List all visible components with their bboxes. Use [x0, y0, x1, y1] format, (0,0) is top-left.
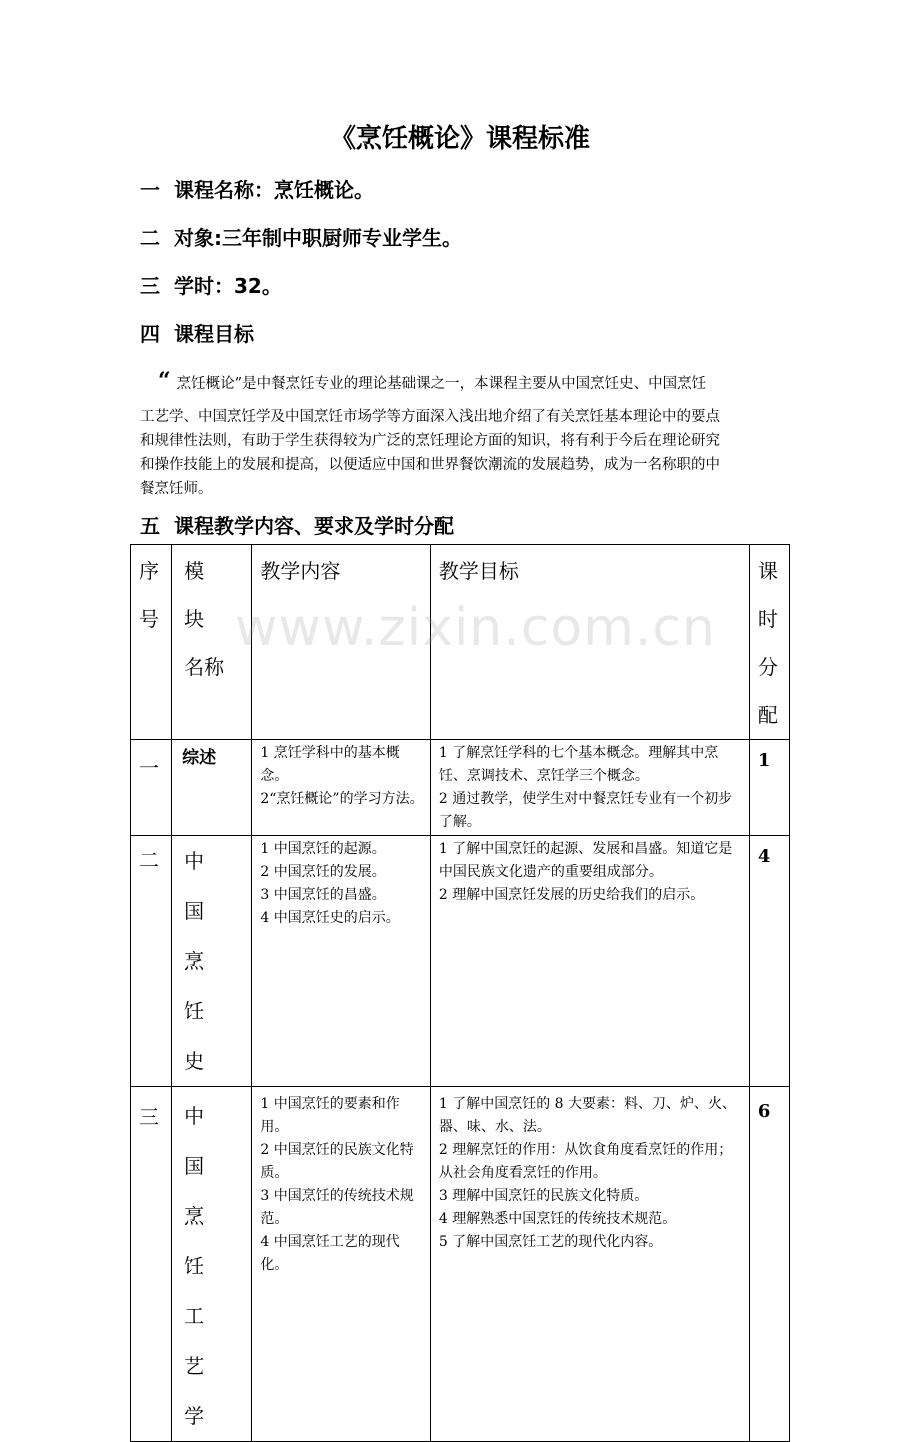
table-row — [131, 836, 790, 1087]
section-text: 对象:三年制中职厨师专业学生。 — [174, 226, 462, 250]
row-seq: 三 — [131, 1087, 172, 1442]
row-goal: 1 了解中国烹饪的起源、发展和昌盛。知道它是中国民族文化遗产的重要组成部分。 2 理解中国烹饪发展的历史给我们的启示。 — [430, 836, 749, 1087]
paragraph-line: 餐烹饪师。 — [140, 481, 213, 497]
table-row — [131, 1087, 790, 1442]
section-schedule — [140, 510, 454, 539]
header-seq: 序 号 — [131, 545, 172, 740]
row-module: 中 国 烹 饪 史 — [172, 836, 252, 1087]
section-number: 二 — [140, 226, 160, 250]
header-module: 模 块 名称 — [172, 545, 252, 740]
paragraph-line: 工艺学、中国烹饪学及中国烹饪市场学等方面深入浅出地介绍了有关烹饪基本理论中的要点 — [140, 409, 720, 425]
table-header-row — [131, 545, 790, 740]
document-title: 《烹饪概论》课程标准 — [329, 124, 590, 154]
section-number: 五 — [140, 514, 160, 538]
schedule-table — [130, 544, 790, 1442]
paragraph-line: 和操作技能上的发展和提高，以便适应中国和世界餐饮潮流的发展趋势，成为一名称职的中 — [140, 457, 720, 473]
section-goal — [140, 318, 254, 347]
header-goal: 教学目标 — [430, 545, 749, 740]
section-number: 三 — [140, 274, 160, 298]
row-goal: 1 了解中国烹饪的 8 大要素：料、刀、炉、火、器、味、水、法。 2 理解烹饪的作用：从饮食角度看烹饪的作用；从社会角度看烹饪的作用。 3 理解中国烹饪的民族文化特质。 4 理解熟悉中国烹饪的传统技术规范。 5 了解中国烹饪工艺的现代化内容。 — [430, 1087, 749, 1442]
open-quote: “ — [158, 368, 171, 394]
section-course-name — [140, 174, 374, 203]
row-content: 1 烹饪学科中的基本概念。 2“烹饪概论”的学习方法。 — [252, 740, 431, 836]
section-text: 课程名称：烹饪概论。 — [174, 178, 374, 202]
row-content: 1 中国烹饪的起源。 2 中国烹饪的发展。 3 中国烹饪的昌盛。 4 中国烹饪史的启示。 — [252, 836, 431, 1087]
row-module: 中 国 烹 饪 工 艺 学 — [172, 1087, 252, 1442]
paragraph-line: “ 烹饪概论”是中餐烹饪专业的理论基础课之一，本课程主要从中国烹饪史、中国烹饪 — [158, 368, 707, 394]
row-content: 1 中国烹饪的要素和作用。 2 中国烹饪的民族文化特质。 3 中国烹饪的传统技术规范。 4 中国烹饪工艺的现代化。 — [252, 1087, 431, 1442]
section-target — [140, 222, 462, 251]
row-seq: 一 — [131, 740, 172, 836]
row-hours: 6 — [749, 1087, 789, 1442]
watermark: www.zixin.com.cn — [235, 598, 716, 658]
row-hours: 4 — [749, 836, 789, 1087]
section-number: 四 — [140, 322, 160, 346]
row-hours: 1 — [749, 740, 789, 836]
section-text: 学时：32。 — [174, 274, 282, 298]
header-hours: 课 时 分 配 — [749, 545, 789, 740]
section-text: 课程教学内容、要求及学时分配 — [174, 514, 454, 538]
section-text: 课程目标 — [174, 322, 254, 346]
header-content: 教学内容 — [252, 545, 431, 740]
section-number: 一 — [140, 178, 160, 202]
table-row — [131, 740, 790, 836]
section-hours — [140, 270, 282, 299]
paragraph-line: 和规律性法则，有助于学生获得较为广泛的烹饪理论方面的知识，将有利于今后在理论研究 — [140, 433, 720, 449]
row-module: 综述 — [172, 740, 252, 836]
goal-paragraph — [140, 366, 786, 501]
row-goal: 1 了解烹饪学科的七个基本概念。理解其中烹饪、烹调技术、烹饪学三个概念。 2 通过教学，使学生对中餐烹饪专业有一个初步了解。 — [430, 740, 749, 836]
row-seq: 二 — [131, 836, 172, 1087]
